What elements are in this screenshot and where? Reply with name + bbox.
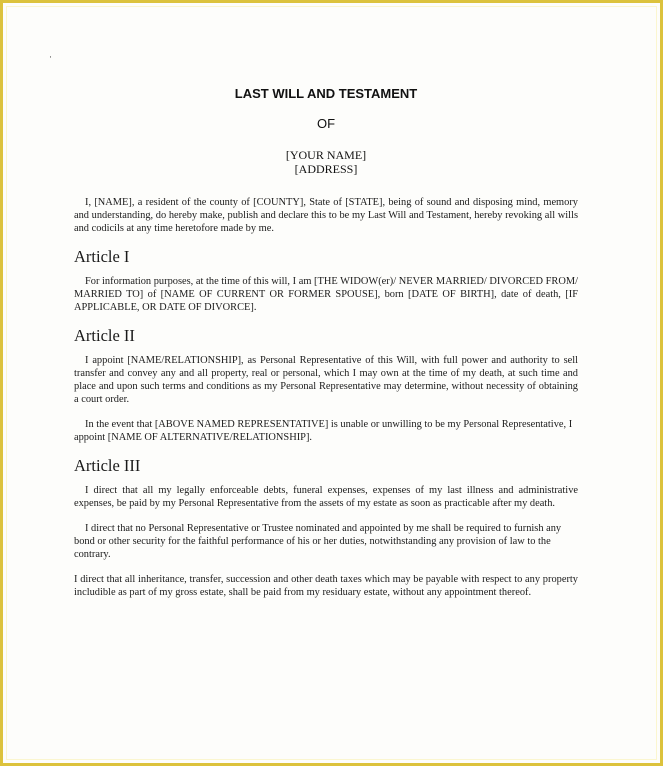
article-paragraph: For information purposes, at the time of this will, I am [THE WIDOW(er)/ NEVER MARRIED/ DIVORCED FROM/ MARRIED TO] of [NAME OF CURRENT OR FORMER SPOUSE], born [DATE OF BIRTH], date of death, [IF APPLICABLE, OR DATE OF DIVORCE]. <box>74 276 578 313</box>
article-heading: Article II <box>74 326 135 345</box>
testator-block <box>0 148 652 176</box>
faint-watermark <box>40 714 200 723</box>
article-3 <box>74 456 578 599</box>
article-paragraph: I direct that no Personal Representative or Trustee nominated and appointed by me shall be required to furnish any bond or other security for the faithful performance of his or her duties, notwithstanding any provision of law to the contrary. <box>74 523 562 560</box>
intro-paragraph: I, [NAME], a resident of the county of [COUNTY], State of [STATE], being of sound and disposing mind, memory and understanding, do hereby make, publish and declare this to be my Last Will and Testament, hereby revoking all wills and codicils at any time heretofore made by me. <box>74 197 578 234</box>
document-title: LAST WILL AND TESTAMENT <box>234 86 418 101</box>
article-paragraph: I direct that all my legally enforceable debts, funeral expenses, expenses of my last illness and administrative expenses, be paid by my Personal Representative from the assets of my estate as soon as practicable after my death. <box>74 485 578 509</box>
article-paragraph: I appoint [NAME/RELATIONSHIP], as Personal Representative of this Will, with full power and authority to sell transfer and convey any and all property, real or personal, which I may own at the time of my death, at such time and place and upon such terms and conditions as my Personal Representative may determine, without necessity of obtaining a court order. <box>74 355 578 405</box>
document-subtitle-of: OF <box>316 116 336 131</box>
article-heading: Article I <box>74 247 130 266</box>
article-2 <box>74 326 578 444</box>
document-body <box>74 196 578 611</box>
testator-address: [ADDRESS] <box>294 162 358 176</box>
article-paragraph: I direct that all inheritance, transfer, succession and other death taxes which may be payable with respect to any property includible as part of my gross estate, shall be paid from my residuary estate, without any appointment thereof. <box>74 574 578 598</box>
article-paragraph: In the event that [ABOVE NAMED REPRESENTATIVE] is unable or unwilling to be my Personal Representative, I appoint [NAME OF ALTERNATIVE/RELATIONSHIP]. <box>74 419 573 443</box>
article-heading: Article III <box>74 456 141 475</box>
stray-mark: · <box>49 52 52 62</box>
article-1 <box>74 247 578 314</box>
testator-name: [YOUR NAME] <box>285 148 367 162</box>
